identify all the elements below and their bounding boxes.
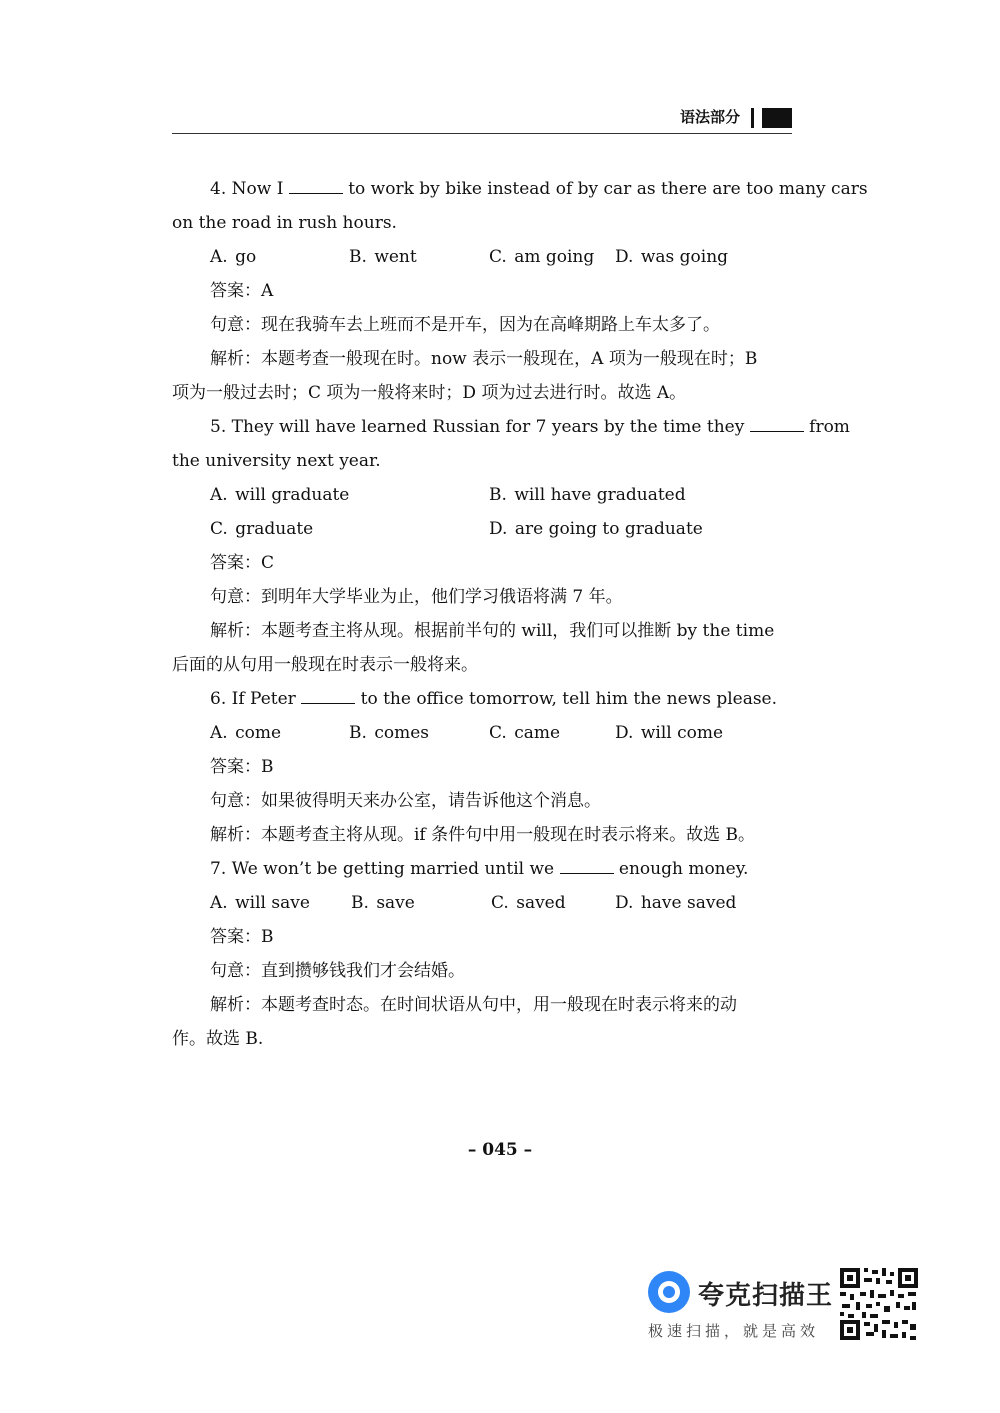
header-rule: [172, 133, 792, 134]
question-4-option-d: D. was going: [615, 247, 729, 267]
question-4-answer: 答案：A: [210, 281, 274, 301]
question-4-analysis: 解析：本题考查一般现在时。now 表示一般现在，A 项为一般现在时；B: [210, 349, 758, 369]
question-6-analysis: 解析：本题考查主将从现。if 条件句中用一般现在时表示将来。故选 B。: [210, 825, 756, 845]
question-6-option-b: B. comes: [349, 723, 429, 743]
question-6-answer: 答案：B: [210, 757, 274, 777]
question-5-option-b: B. will have graduated: [489, 485, 686, 505]
question-5-option-a: A. will graduate: [210, 485, 350, 505]
question-5-answer: 答案：C: [210, 553, 275, 573]
quark-logo-icon: [648, 1271, 690, 1313]
header-divider-mark: [751, 108, 754, 128]
question-4-option-c: C. am going: [489, 247, 595, 267]
answer-blank: [560, 855, 614, 874]
question-7-analysis-cont: 作。故选 B.: [172, 1029, 264, 1049]
question-6-option-d: D. will come: [615, 723, 724, 743]
question-7-stem: 7. We won’t be getting married until we enough money.: [210, 852, 794, 886]
answer-blank: [301, 685, 355, 704]
question-7-option-c: C. saved: [491, 893, 566, 913]
question-4-option-b: B. went: [349, 247, 417, 267]
watermark-app-name: 夸克扫描王: [698, 1281, 834, 1311]
question-4-analysis-cont: 项为一般过去时；C 项为一般将来时；D 项为过去进行时。故选 A。: [172, 383, 687, 403]
question-5-analysis: 解析：本题考查主将从现。根据前半句的 will，我们可以推断 by the time: [210, 621, 775, 641]
page-header: [172, 104, 792, 134]
question-5-option-d: D. are going to graduate: [489, 519, 703, 539]
question-5-option-c: C. graduate: [210, 519, 314, 539]
section-title: 语法部分: [679, 108, 740, 126]
question-6-option-a: A. come: [210, 723, 282, 743]
question-6-stem: 6. If Peter to the office tomorrow, tell him the news please.: [210, 682, 794, 716]
header-block-mark: [762, 108, 792, 128]
question-7-analysis: 解析：本题考查时态。在时间状语从句中，用一般现在时表示将来的动: [210, 995, 737, 1015]
question-7-option-d: D. have saved: [615, 893, 737, 913]
question-6-option-c: C. came: [489, 723, 561, 743]
question-5-stem: 5. They will have learned Russian for 7 years by the time they from: [210, 410, 794, 444]
question-5-analysis-cont: 后面的从句用一般现在时表示一般将来。: [172, 655, 478, 675]
question-6-meaning: 句意：如果彼得明天来办公室，请告诉他这个消息。: [210, 791, 601, 811]
question-5-meaning: 句意：到明年大学毕业为止，他们学习俄语将满 7 年。: [210, 587, 623, 607]
watermark-slogan: 极速扫描，就是高效: [648, 1322, 820, 1340]
question-7-option-a: A. will save: [210, 893, 310, 913]
qr-code-icon: [838, 1266, 920, 1342]
question-4-option-a: A. go: [210, 247, 257, 267]
answer-blank: [750, 413, 804, 432]
page-number: – 045 –: [467, 1140, 533, 1160]
question-7-meaning: 句意：直到攒够钱我们才会结婚。: [210, 961, 465, 981]
question-4-stem-cont: on the road in rush hours.: [172, 213, 397, 233]
question-4-meaning: 句意：现在我骑车去上班而不是开车，因为在高峰期路上车太多了。: [210, 315, 720, 335]
question-5-stem-cont: the university next year.: [172, 451, 381, 471]
answer-blank: [289, 175, 343, 194]
question-7-option-b: B. save: [351, 893, 415, 913]
question-7-answer: 答案：B: [210, 927, 274, 947]
question-4-stem: 4. Now I to work by bike instead of by car as there are too many cars: [210, 172, 794, 206]
